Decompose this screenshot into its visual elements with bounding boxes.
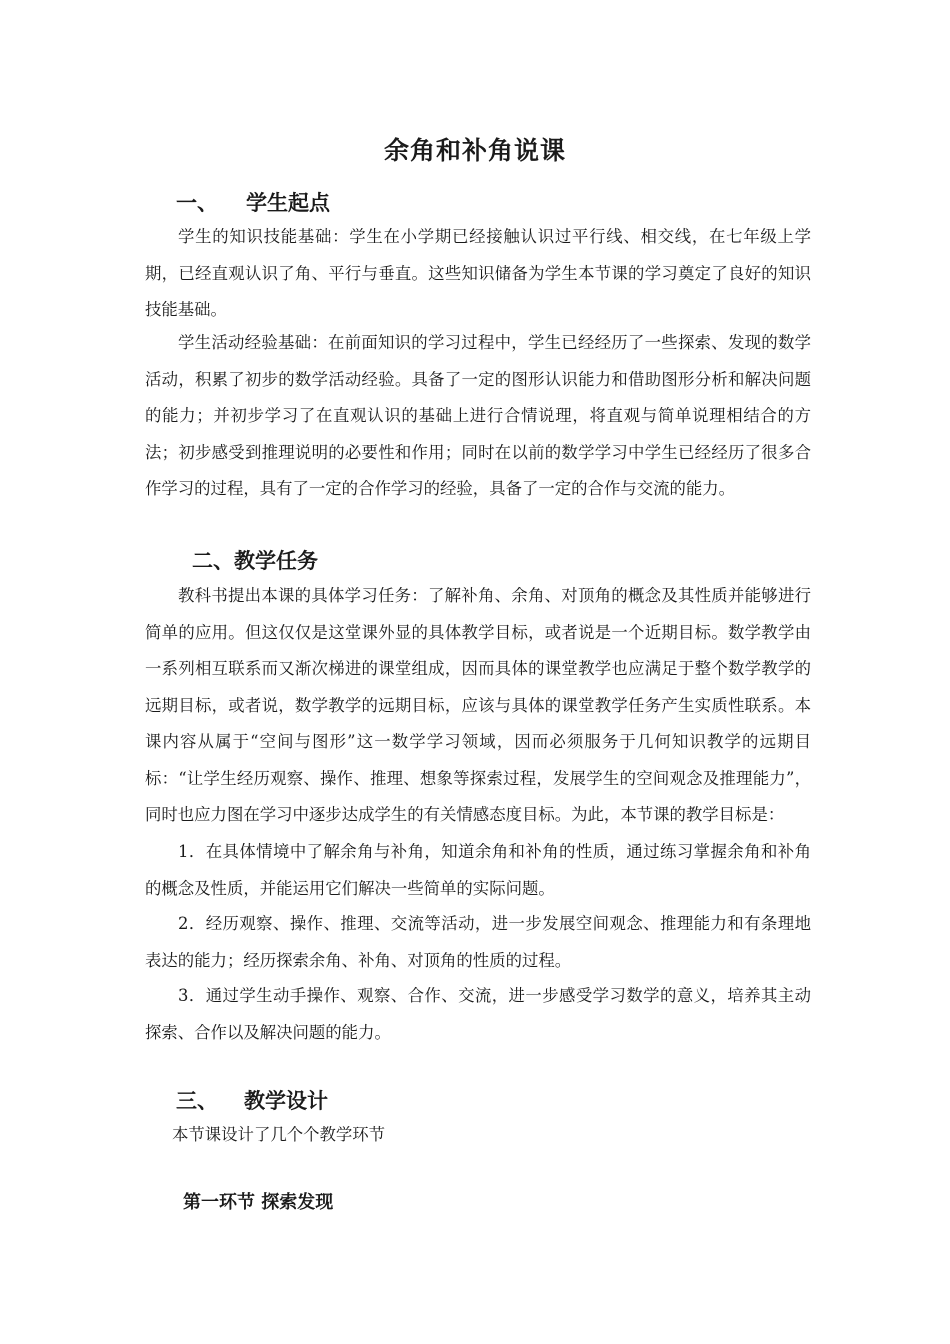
section-2-goal-3: 3．通过学生动手操作、观察、合作、交流，进一步感受学习数学的意义，培养其主动探索、合作以及解决问题的能力。 (145, 986, 811, 1042)
section-2-heading (192, 545, 318, 575)
document-title: 余角和补角说课 (383, 136, 566, 165)
section-3-number: 三、 (176, 1089, 218, 1113)
section-3-subheading: 第一环节 探索发现 (183, 1192, 334, 1213)
section-2-number: 二、 (192, 549, 234, 573)
section-1-title: 学生起点 (246, 191, 330, 215)
section-3-paragraph-1: 本节课设计了几个个教学环节 (172, 1125, 386, 1144)
section-2-goal-2: 2．经历观察、操作、推理、交流等活动，进一步发展空间观念、推理能力和有条理地表达的能力；经历探索余角、补角、对顶角的性质的过程。 (145, 914, 811, 970)
section-2-goal-1: 1．在具体情境中了解余角与补角，知道余角和补角的性质，通过练习掌握余角和补角的概念及性质，并能运用它们解决一些简单的实际问题。 (145, 842, 811, 898)
section-2-title: 教学任务 (234, 549, 318, 573)
section-3-title: 教学设计 (244, 1089, 328, 1113)
section-1-heading (176, 187, 330, 217)
section-1-number: 一、 (176, 191, 218, 215)
section-2-paragraph-1: 教科书提出本课的具体学习任务：了解补角、余角、对顶角的概念及其性质并能够进行简单的应用。但这仅仅是这堂课外显的具体教学目标，或者说是一个近期目标。数学教学由一系列相互联系而又渐次梯进的课堂组成，因而具体的课堂教学也应满足于整个数学教学的远期目标，或者说，数学教学的远期目标，应该与具体的课堂教学任务产生实质性联系。本课内容从属于“空间与图形”这一数学学习领域，因而必须服务于几何知识教学的远期目标：“让学生经历观察、操作、推理、想象等探索过程，发展学生的空间观念及推理能力”，同时也应力图在学习中逐步达成学生的有关情感态度目标。为此，本节课的教学目标是： (145, 586, 811, 824)
section-1-paragraph-2: 学生活动经验基础：在前面知识的学习过程中，学生已经经历了一些探索、发现的数学活动，积累了初步的数学活动经验。具备了一定的图形认识能力和借助图形分析和解决问题的能力；并初步学习了在直观认识的基础上进行合情说理，将直观与简单说理相结合的方法；初步感受到推理说明的必要性和作用；同时在以前的数学学习中学生已经经历了很多合作学习的过程，具有了一定的合作学习的经验，具备了一定的合作与交流的能力。 (145, 333, 811, 498)
section-3-heading (176, 1085, 328, 1115)
section-1-paragraph-1: 学生的知识技能基础：学生在小学期已经接触认识过平行线、相交线，在七年级上学期，已经直观认识了角、平行与垂直。这些知识储备为学生本节课的学习奠定了良好的知识技能基础。 (145, 227, 811, 319)
